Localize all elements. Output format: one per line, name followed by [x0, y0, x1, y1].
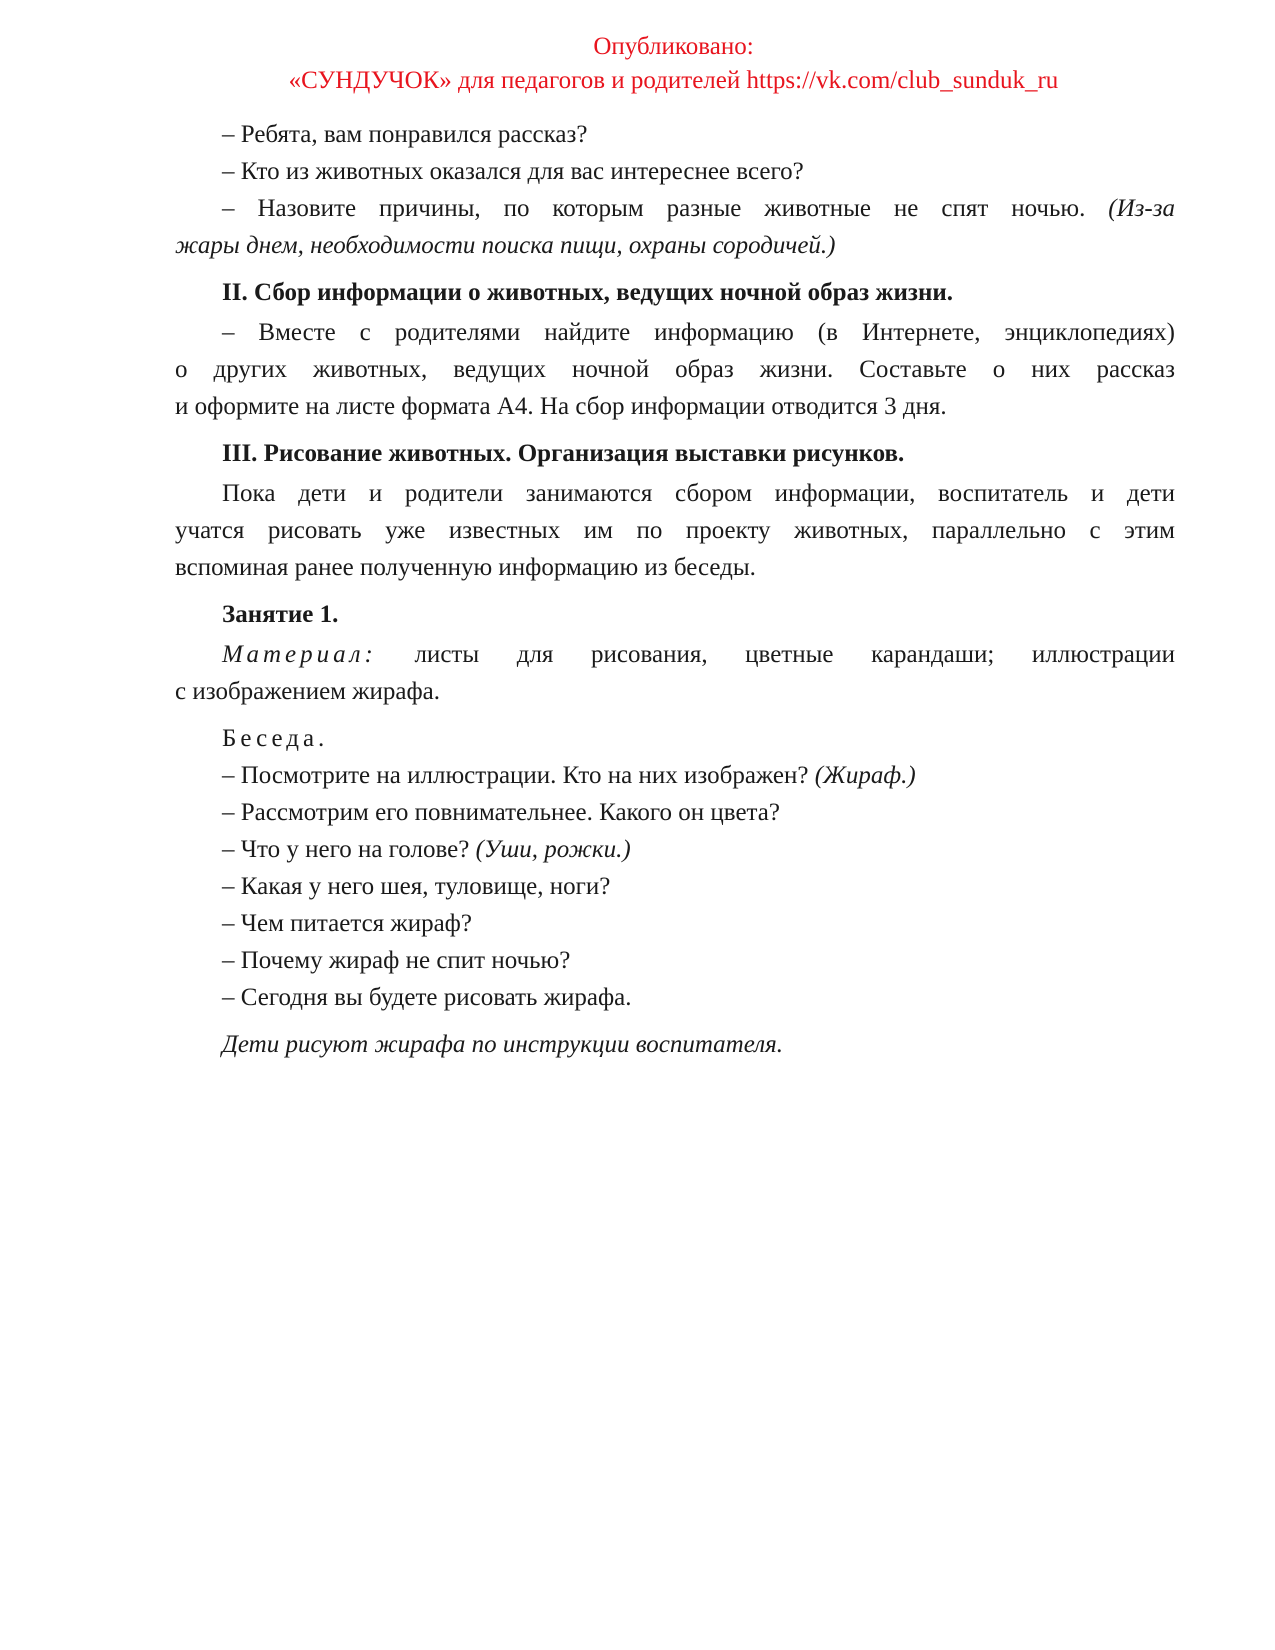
question-2: – Кто из животных оказался для вас интереснее всего?: [222, 158, 804, 185]
materials-label: Материал:: [222, 641, 377, 668]
question-1: – Ребята, вам понравился рассказ?: [222, 121, 588, 148]
section-2-title: II. Сбор информации о животных, ведущих ночной образ жизни.: [222, 279, 954, 306]
section-3-title: III. Рисование животных. Организация выставки рисунков.: [222, 440, 905, 467]
dialog-line: [175, 794, 1175, 831]
section-2-line-3: и оформите на листе формата А4. На сбор информации отводится 3 дня.: [175, 393, 947, 420]
dialog-text: – Какая у него шея, туловище, ноги?: [222, 873, 611, 900]
dialog-text: – Чем питается жираф?: [222, 910, 472, 937]
dialog-text: – Сегодня вы будете рисовать жирафа.: [222, 984, 632, 1011]
materials-line-1: [175, 636, 1175, 673]
question-3: [175, 190, 1175, 227]
materials-line-2: с изображением жирафа.: [175, 678, 441, 705]
conversation-label: Беседа.: [222, 725, 329, 752]
dialog-text: – Почему жираф не спит ночью?: [222, 947, 571, 974]
section-3-line-1: Пока дети и родители занимаются сбором информации, воспитатель и дети: [222, 480, 1175, 507]
publisher-link[interactable]: «СУНДУЧОК» для педагогов и родителей https://vk.com/club_sunduk_ru: [288, 67, 1059, 94]
dialog-line: [175, 942, 1175, 979]
section-3-line-3: вспоминая ранее полученную информацию из беседы.: [175, 554, 756, 581]
document-body: [175, 116, 1175, 1063]
materials-text: листы для рисования, цветные карандаши; иллюстрации: [376, 641, 1175, 668]
question-3-text: – Назовите причины, по которым разные животные не спят ночью.: [222, 195, 1086, 222]
published-label: Опубликовано:: [593, 33, 754, 60]
dialog-line: [175, 831, 1175, 868]
question-3-answer-start: (Из-за: [1108, 195, 1175, 222]
lesson-1-title: Занятие 1.: [222, 601, 339, 628]
section-2-line-2: о других животных, ведущих ночной образ жизни. Составьте о них рассказ: [175, 356, 1175, 383]
dialog-text: – Рассмотрим его повнимательнее. Какого он цвета?: [222, 799, 780, 826]
section-2-line-1: – Вместе с родителями найдите информацию (в Интернете, энциклопедиях): [222, 319, 1175, 346]
dialog-line: [175, 757, 1175, 794]
dialog-text: – Что у него на голове?: [222, 836, 476, 863]
dialog-line: [175, 979, 1175, 1016]
closing-remark: Дети рисуют жирафа по инструкции воспитателя.: [222, 1031, 783, 1058]
dialog-line: [175, 905, 1175, 942]
dialog-answer: (Жираф.): [814, 762, 916, 789]
dialog-text: – Посмотрите на иллюстрации. Кто на них изображен?: [222, 762, 815, 789]
question-3-answer-end: жары днем, необходимости поиска пищи, охраны сородичей.): [175, 232, 836, 259]
dialog-answer: (Уши, рожки.): [475, 836, 631, 863]
section-3-line-2: учатся рисовать уже известных им по проекту животных, параллельно с этим: [175, 517, 1175, 544]
dialog-line: [175, 868, 1175, 905]
